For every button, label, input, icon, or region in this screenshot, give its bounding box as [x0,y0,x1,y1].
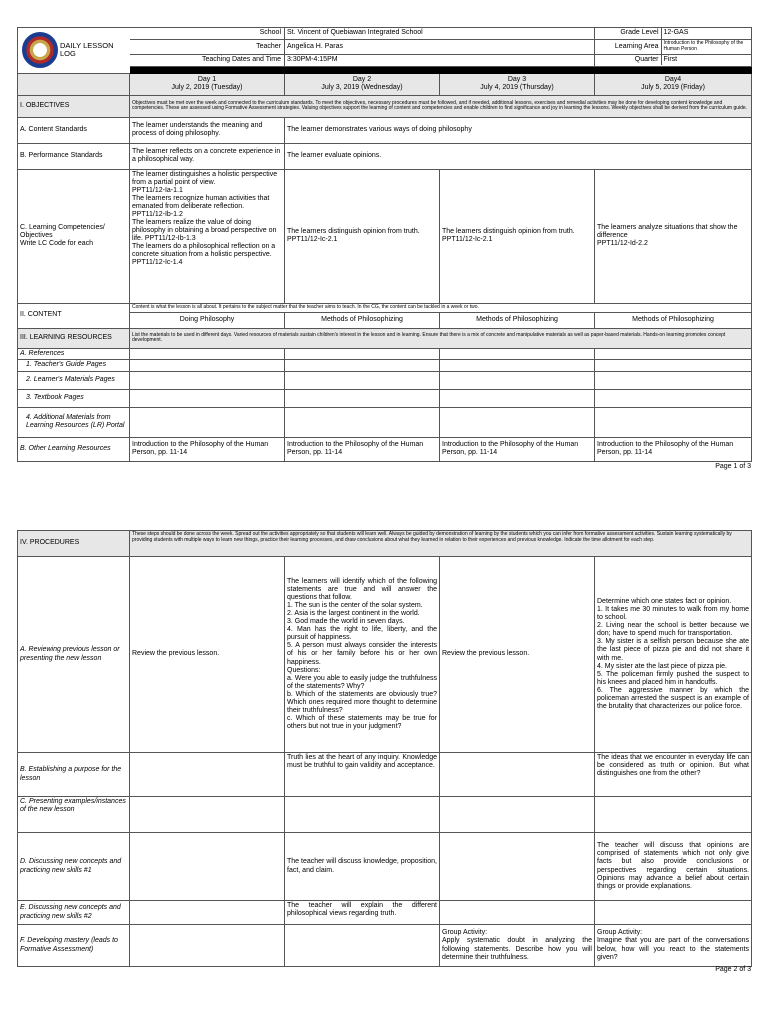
quarter-value: First [663,55,678,63]
day-3-header: Day 3 July 4, 2019 (Thursday) [440,73,595,95]
proc-d-d4: The teacher will discuss that opinions are comprised of statements which not only give facts but also provide conclusions or perspectives regarding certain situations. Opinions may advance a belief about certain things or provide explanations. [595,833,752,901]
day-2-header: Day 2 July 3, 2019 (Wednesday) [285,73,440,95]
area-cell [595,40,752,55]
additional-label: 4. Additional Materials from Learning Resources (LR) Portal [18,407,130,437]
grade-label: Grade Level [595,28,661,38]
quarter-label: Quarter [595,55,661,65]
content-standards-d1: The learner understands the meaning and process of doing philosophy. [130,117,285,143]
school-seal-logo [22,32,58,68]
logo-wrap [18,32,58,68]
competencies-d2: The learners distinguish opinion from truth. PPT11/12-Ic-2.1 [285,169,440,303]
proc-f-d4: Group Activity: Imagine that you are part of the conversations below, how will you react to the statements given? [595,925,752,967]
lesson-log-table-1 [17,27,752,462]
proc-f-d3: Group Activity: Apply systematic doubt in analyzing the following statements. Describe how you will determine their truthfulness. [440,925,595,967]
content-d1: Doing Philosophy [130,312,285,328]
procedures-note: These steps should be done across the week. Spread out the activities appropriately so that students will learn well. Always be guided by demonstration of learning by the students which you can infer from formative assessment activities. Sustain learning systematically by providing students with multiple ways to learn new things, practice their learning processes, and draw conclusions about what they learned in relation to their experiences and previous knowledge. Indicate the time allotment for each step. [130,531,752,557]
performance-standards-rest: The learner evaluate opinions. [285,143,752,169]
content-label: II. CONTENT [18,303,130,328]
references-label: A. References [18,348,130,359]
other-resources-d3: Introduction to the Philosophy of the Human Person, pp. 11-14 [440,437,595,461]
page-1 [17,27,751,462]
logo-cell [18,28,130,74]
content-d3: Methods of Philosophizing [440,312,595,328]
guide-label: 1. Teacher's Guide Pages [18,359,130,371]
content-note: Content is what the lesson is all about. It pertains to the subject matter that the teacher aims to teach. In the CG, the content can be tackled in a week or two. [130,303,752,312]
performance-standards-d1: The learner reflects on a concrete experience in a philosophical way. [130,143,285,169]
content-d4: Methods of Philosophizing [595,312,752,328]
proc-b-label: B. Establishing a purpose for the lesson [18,753,130,797]
teacher-value: Angelica H. Paras [285,40,595,55]
objectives-label: I. OBJECTIVES [18,95,130,117]
grade-value: 12-GAS [663,29,689,37]
teacher-label: Teacher [130,40,285,55]
other-resources-label: B. Other Learning Resources [18,437,130,461]
proc-b-d2: Truth lies at the heart of any inquiry. Knowledge must be truthful to gain validity and acceptance. [285,753,440,797]
area-value: Introduction to the Philosophy of the Human Person [663,40,744,52]
log-title: DAILY LESSON LOG [60,40,114,59]
school-label: School [130,28,285,40]
grade-cell [595,28,752,40]
dates-label: Teaching Dates and Time [130,54,285,66]
school-value: St. Vincent of Quebiawan Integrated School [285,28,595,40]
proc-a-label: A. Reviewing previous lesson or presenting the new lesson [18,557,130,753]
proc-d-d2: The teacher will discuss knowledge, proposition, fact, and claim. [285,833,440,901]
other-resources-d2: Introduction to the Philosophy of the Human Person, pp. 11-14 [285,437,440,461]
day-1-header: Day 1 July 2, 2019 (Tuesday) [130,73,285,95]
resources-label: III. LEARNING RESOURCES [18,328,130,348]
procedures-label: IV. PROCEDURES [18,531,130,557]
proc-b-d4: The ideas that we encounter in everyday life can be considered as truth or opinion. But what distinguishes one from the other? [595,753,752,797]
resources-note: List the materials to be used in different days. Varied resources of materials sustain children's interest in the lesson and in learning. Ensure that there is a mix of concrete and manipulative materials as well as paper-based materials. Hands-on learning promotes concept development. [130,328,752,348]
dates-value: 3:30PM-4:15PM [285,54,595,66]
quarter-cell [595,54,752,66]
proc-f-label: F. Developing mastery (leads to Formative Assessment) [18,925,130,967]
page-2-number: Page 2 of 3 [715,966,751,973]
proc-a-d2: The learners will identify which of the following statements are true and will answer the questions that follow. 1. The sun is the center of the solar system. 2. Asia is the largest continent in the world. 3. God made the world in seven days. 4. Man has the right to life, liberty, and the pursuit of happiness. 5. A person must always consider the interests of his or her family before his or her own happiness. Questions: a. Were you able to easily judge the truthfulness of the statements? Why? b. Which of the statements are obviously true? Which ones required more thought to determine their truthfulness? c. Which of these statements may be true for others but not true in your judgment? [285,557,440,753]
competencies-d4: The learners analyze situations that show the difference PPT11/12-Id-2.2 [595,169,752,303]
proc-d-label: D. Discussing new concepts and practicing new skills #1 [18,833,130,901]
proc-e-label: E. Discussing new concepts and practicing new skills #2 [18,901,130,925]
lesson-log-table-2 [17,530,752,967]
content-standards-rest: The learner demonstrates various ways of doing philosophy [285,117,752,143]
objectives-note: Objectives must be met over the week and connected to the curriculum standards. To meet the objectives, necessary procedures must be followed, and if needed, additional lessons, exercises and remedial activities may be done for developing content knowledge and competencies. These are assessed using Formative Assessment strategies. Valuing objectives support the learning of content and competencies and enable children to find significance and joy in learning the lessons. Weekly objectives shall be derived from the curriculum guide. [130,95,752,117]
area-label: Learning Area [595,40,661,54]
proc-a-d4: Determine which one states fact or opinion. 1. It takes me 30 minutes to walk from my home to school. 2. Living near the school is better because we don; have to spend much for transportation. 3. My sister is a selfish person because she ate the last piece of pizza pie and did not share it with me. 4. My sister ate the last piece of pizza pie. 5. The policeman firmly pushed the suspect to his knees and placed him in handcuffs. 6. The aggressive manner by which the policeman arrested the suspect is an example of the brutality that characterizes our police force. [595,557,752,753]
page-1-number: Page 1 of 3 [715,463,751,470]
other-resources-d4: Introduction to the Philosophy of the Human Person, pp. 11-14 [595,437,752,461]
competencies-label: C. Learning Competencies/ Objectives Write LC Code for each [18,169,130,303]
proc-a-d3: Review the previous lesson. [440,557,595,753]
proc-e-d2: The teacher will explain the different philosophical views regarding truth. [285,901,440,925]
proc-c-label: C. Presenting examples/instances of the new lesson [18,797,130,833]
other-resources-d1: Introduction to the Philosophy of the Human Person, pp. 11-14 [130,437,285,461]
proc-a-d1: Review the previous lesson. [130,557,285,753]
competencies-d3: The learners distinguish opinion from truth. PPT11/12-Ic-2.1 [440,169,595,303]
content-d2: Methods of Philosophizing [285,312,440,328]
textbook-label: 3. Textbook Pages [18,389,130,407]
learner-label: 2. Learner's Materials Pages [18,371,130,389]
performance-standards-label: B. Performance Standards [18,143,130,169]
day-4-header: Day4 July 5, 2019 (Friday) [595,73,752,95]
content-standards-label: A. Content Standards [18,117,130,143]
competencies-d1: The learner distinguishes a holistic perspective from a partial point of view. PPT11/12-Ia-1.1 The learners recognize human activities that emanated from deliberate reflection. PPT11/12-Ib-1.2 The learners realize the value of doing philosophy in obtaining a broad perspective on life. PPT11/12-Ib-1.3 The learners do a philosophical reflection on a concrete situation from a holistic perspective. PPT11/12-Ic-1.4 [130,169,285,303]
page-2 [17,530,751,967]
